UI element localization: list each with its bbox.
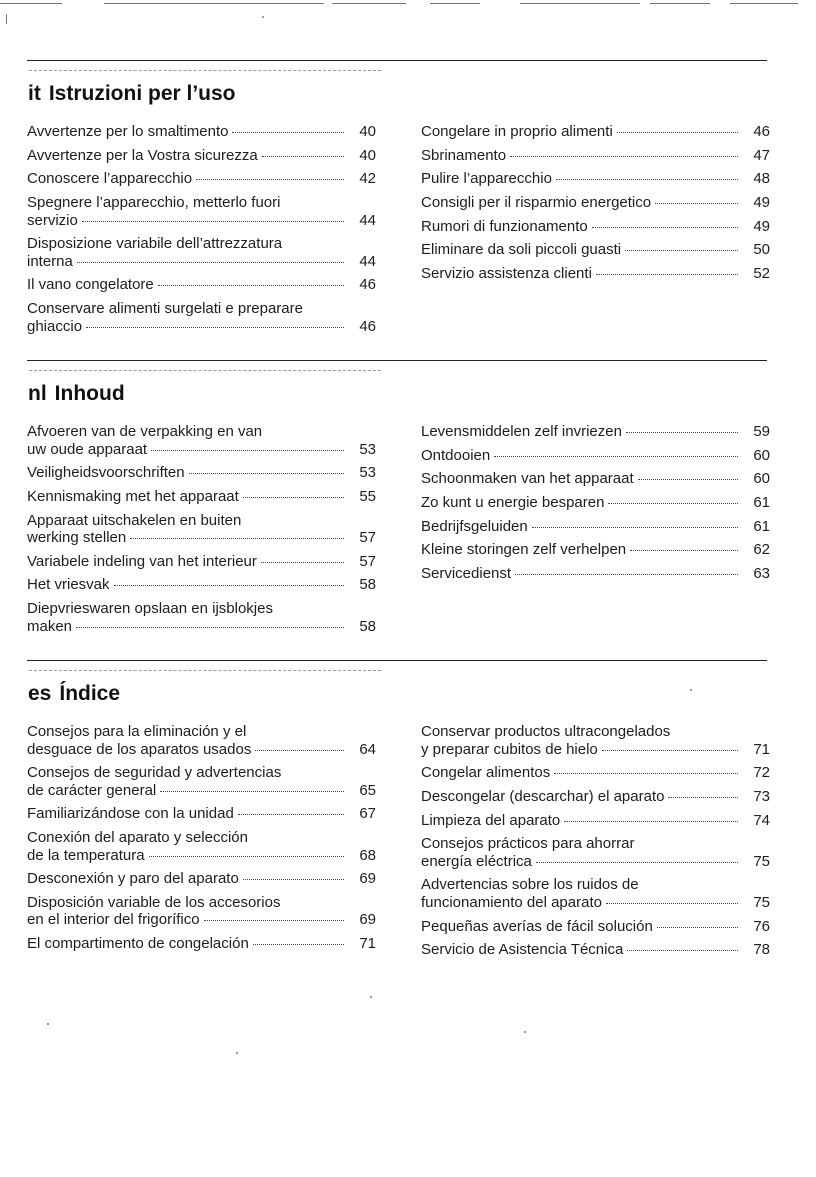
dot-leader xyxy=(204,920,344,921)
page-number: 67 xyxy=(359,805,376,823)
toc-entry xyxy=(27,147,376,165)
dot-leader xyxy=(556,179,738,180)
toc-entry-row xyxy=(421,812,770,830)
dot-leader xyxy=(253,944,344,945)
toc-entry-row xyxy=(27,618,376,636)
toc-entry-text: y preparar cubitos de hielo xyxy=(421,740,598,758)
toc-entry xyxy=(421,470,770,488)
page-number: 72 xyxy=(753,764,770,782)
dot-leader xyxy=(596,274,738,275)
toc-entry-text: servizio xyxy=(27,211,78,229)
scan-speck xyxy=(47,1023,49,1025)
toc-entry-text: Congelar alimentos xyxy=(421,764,551,782)
toc-entry-row xyxy=(27,553,376,571)
scan-edge-line xyxy=(730,3,798,4)
toc-entry xyxy=(27,553,376,571)
toc-entry-text: werking stellen xyxy=(27,529,127,547)
page-number: 49 xyxy=(753,217,770,235)
page-number: 63 xyxy=(753,565,770,583)
dot-leader xyxy=(617,132,738,133)
toc-entry xyxy=(421,123,770,141)
toc-entry-row xyxy=(27,741,376,759)
toc-entry-text: Levensmiddelen zelf invriezen xyxy=(421,423,622,440)
toc-entry-row xyxy=(27,935,376,953)
toc-entry-text: Zo kunt u energie besparen xyxy=(421,494,605,512)
toc-entry-row xyxy=(421,788,770,806)
toc-entry-text: Eliminare da soli piccoli guasti xyxy=(421,241,622,259)
page-number: 71 xyxy=(359,935,376,953)
toc-entry-text: Consejos para la eliminación y el xyxy=(27,723,247,740)
dot-leader xyxy=(196,179,344,180)
page-number: 73 xyxy=(753,787,770,805)
toc-entry xyxy=(27,829,376,864)
page-number: 75 xyxy=(753,852,770,870)
page-number: 71 xyxy=(753,740,770,758)
toc-entry-text: Ontdooien xyxy=(421,446,491,464)
toc-entry-row xyxy=(27,170,376,188)
toc-entry xyxy=(421,723,770,758)
toc-entry-row xyxy=(27,529,376,547)
toc-entry xyxy=(27,870,376,888)
toc-entry-row xyxy=(421,218,770,236)
section-title: Índice xyxy=(59,682,121,705)
toc-entry-row xyxy=(421,241,770,259)
toc-entry xyxy=(27,600,376,635)
dot-leader xyxy=(158,285,344,286)
toc-entry xyxy=(421,518,770,536)
toc-entry xyxy=(27,170,376,188)
section-title: Istruzioni per l’uso xyxy=(48,82,236,105)
dot-leader xyxy=(160,791,344,792)
scan-edge-line xyxy=(104,3,324,4)
dot-leader xyxy=(532,527,738,528)
page-number: 42 xyxy=(359,170,376,188)
toc-entry-text: de carácter general xyxy=(27,781,157,799)
toc-entry-row xyxy=(421,470,770,488)
page-number: 46 xyxy=(359,317,376,335)
toc-entry-row xyxy=(27,318,376,336)
scan-edge-line xyxy=(0,3,62,4)
dot-leader xyxy=(510,156,738,157)
page-number: 46 xyxy=(359,276,376,294)
dot-leader xyxy=(114,585,344,586)
toc-entry xyxy=(421,147,770,165)
toc-entry-text: funcionamiento del aparato xyxy=(421,893,602,911)
dot-leader xyxy=(149,856,344,857)
page-number: 44 xyxy=(359,211,376,229)
toc-entry-text: Pulire l’apparecchio xyxy=(421,170,552,188)
dot-leader xyxy=(592,227,738,228)
language-code: es xyxy=(28,682,52,705)
page-number: 61 xyxy=(753,517,770,535)
page-number: 69 xyxy=(359,870,376,888)
dot-leader xyxy=(130,538,344,539)
toc-entry-text: Schoonmaken van het apparaat xyxy=(421,470,634,488)
toc-entry xyxy=(421,812,770,830)
toc-entry-text: maken xyxy=(27,617,73,635)
page-number: 48 xyxy=(753,170,770,188)
scan-edge-line xyxy=(332,3,406,4)
toc-entry-row xyxy=(27,123,376,141)
toc-entry-row xyxy=(27,147,376,165)
toc-entry xyxy=(421,565,770,583)
toc-entry xyxy=(27,423,376,458)
toc-entry-row xyxy=(421,894,770,912)
toc-entry-text: Afvoeren van de verpakking en van xyxy=(27,423,263,440)
toc-entry-row xyxy=(421,764,770,782)
toc-entry-text: Descongelar (descarchar) el aparato xyxy=(421,787,665,805)
toc-entry-row xyxy=(421,853,770,871)
toc-column-right xyxy=(421,123,770,289)
toc-entry-row xyxy=(421,918,770,936)
dot-leader xyxy=(76,627,344,628)
toc-entry-text: ghiaccio xyxy=(27,317,83,335)
toc-entry xyxy=(421,876,770,911)
toc-entry-text: Kennismaking met het apparaat xyxy=(27,487,239,505)
toc-entry xyxy=(27,723,376,758)
toc-entry-text: Consejos de seguridad y advertencias xyxy=(27,764,282,782)
toc-entry-row xyxy=(421,941,770,959)
dot-leader xyxy=(255,750,344,751)
toc-entry-text: interna xyxy=(27,252,73,270)
dot-leader xyxy=(189,473,344,474)
dot-leader xyxy=(232,132,344,133)
toc-entry-row xyxy=(421,170,770,188)
toc-entry-row xyxy=(421,565,770,583)
dot-leader xyxy=(627,950,738,951)
scan-edge-line xyxy=(520,3,640,4)
toc-entry-row xyxy=(27,488,376,506)
dot-leader xyxy=(606,903,738,904)
toc-entry xyxy=(27,194,376,229)
page-number: 69 xyxy=(359,911,376,929)
page-number: 46 xyxy=(753,123,770,140)
page-number: 64 xyxy=(359,740,376,758)
toc-entry-text: Veiligheidsvoorschriften xyxy=(27,464,185,482)
section-title: Inhoud xyxy=(54,382,125,405)
toc-entry-row xyxy=(27,805,376,823)
toc-entry xyxy=(27,276,376,294)
toc-entry-text: Variabele indeling van het interieur xyxy=(27,552,257,570)
toc-entry-text: Consejos prácticos para ahorrar xyxy=(421,835,635,853)
toc-entry xyxy=(27,764,376,799)
toc-entry xyxy=(421,241,770,259)
toc-entry-text: Sbrinamento xyxy=(421,146,507,164)
section-rule xyxy=(27,660,767,661)
page-number: 60 xyxy=(753,470,770,488)
toc-entry xyxy=(27,894,376,929)
dot-leader xyxy=(668,797,738,798)
toc-entry-text: Congelare in proprio alimenti xyxy=(421,123,613,140)
page-number: 49 xyxy=(753,194,770,212)
page-number: 55 xyxy=(359,487,376,505)
toc-entry-row xyxy=(27,276,376,294)
toc-entry-text: Het vriesvak xyxy=(27,576,110,594)
toc-entry-text: Servizio assistenza clienti xyxy=(421,265,592,283)
toc-entry xyxy=(421,218,770,236)
toc-entry-text: Conexión del aparato y selección xyxy=(27,829,248,847)
page-number: 53 xyxy=(359,440,376,458)
dot-leader xyxy=(626,432,738,433)
toc-entry-row xyxy=(421,494,770,512)
toc-entry-row xyxy=(27,253,376,271)
toc-entry xyxy=(421,265,770,283)
toc-entry xyxy=(27,123,376,141)
scan-dash-line xyxy=(29,670,381,671)
section-heading xyxy=(28,382,125,406)
page-number: 65 xyxy=(359,781,376,799)
dot-leader xyxy=(77,262,344,263)
scan-edge-line xyxy=(650,3,710,4)
toc-entry-row xyxy=(27,911,376,929)
language-code: nl xyxy=(28,382,47,405)
dot-leader xyxy=(86,327,344,328)
toc-entry-text: Kleine storingen zelf verhelpen xyxy=(421,541,627,559)
dot-leader xyxy=(630,550,738,551)
toc-entry xyxy=(421,494,770,512)
toc-entry xyxy=(27,805,376,823)
dot-leader xyxy=(554,773,738,774)
page-number: 62 xyxy=(753,541,770,559)
toc-entry xyxy=(421,447,770,465)
toc-entry-text: Avvertenze per la Vostra sicurezza xyxy=(27,146,258,164)
scan-speck xyxy=(236,1052,238,1054)
section-rule xyxy=(27,60,767,61)
toc-section-es xyxy=(27,660,770,959)
scan-speck xyxy=(370,996,372,998)
dot-leader xyxy=(515,574,738,575)
page-number: 47 xyxy=(753,146,770,164)
toc-entry xyxy=(421,941,770,959)
page-number: 75 xyxy=(753,893,770,911)
toc-entry-text: Limpieza del aparato xyxy=(421,811,561,829)
scan-edge-line xyxy=(430,3,480,4)
toc-entry-row xyxy=(421,265,770,283)
scan-speck xyxy=(6,14,7,24)
page-number: 44 xyxy=(359,252,376,270)
scan-speck xyxy=(524,1031,526,1033)
toc-entry xyxy=(27,300,376,335)
toc-entry-text: desguace de los aparatos usados xyxy=(27,740,252,758)
scan-dash-line xyxy=(29,370,381,371)
toc-entry-row xyxy=(421,194,770,212)
toc-entry-text: uw oude apparaat xyxy=(27,440,148,458)
toc-entry-row xyxy=(421,123,770,141)
dot-leader xyxy=(602,750,738,751)
toc-entry-row xyxy=(27,464,376,482)
toc-entry-row xyxy=(27,782,376,800)
dot-leader xyxy=(238,814,344,815)
page-number: 40 xyxy=(359,123,376,140)
section-heading xyxy=(28,82,236,106)
dot-leader xyxy=(625,250,738,251)
dot-leader xyxy=(243,879,344,880)
toc-entry xyxy=(421,170,770,188)
toc-entry xyxy=(421,541,770,559)
toc-column-right xyxy=(421,723,770,965)
page-number: 68 xyxy=(359,846,376,864)
page-number: 52 xyxy=(753,265,770,283)
toc-entry-row xyxy=(27,212,376,230)
toc-entry-text: Familiarizándose con la unidad xyxy=(27,805,234,823)
toc-entry xyxy=(27,576,376,594)
dot-leader xyxy=(261,562,344,563)
toc-entry-text: Conservar productos ultracongelados xyxy=(421,723,671,740)
toc-entry-text: Consigli per il risparmio energetico xyxy=(421,194,652,212)
toc-entry-row xyxy=(27,847,376,865)
toc-entry-row xyxy=(421,147,770,165)
dot-leader xyxy=(243,497,344,498)
toc-entry-text: Advertencias sobre los ruidos de xyxy=(421,876,639,894)
toc-entry-text: Bedrijfsgeluiden xyxy=(421,517,528,535)
toc-entry-row xyxy=(27,870,376,888)
toc-entry xyxy=(421,788,770,806)
toc-entry xyxy=(27,935,376,953)
toc-entry-text: Conoscere l’apparecchio xyxy=(27,170,193,188)
toc-entry-text: Disposizione variabile dell’attrezzatura xyxy=(27,235,283,253)
toc-entry-text: Avvertenze per lo smaltimento xyxy=(27,123,229,140)
page-number: 74 xyxy=(753,811,770,829)
toc-entry xyxy=(421,918,770,936)
toc-section-it xyxy=(27,60,770,355)
page-number: 50 xyxy=(753,241,770,259)
toc-column-left xyxy=(27,423,376,641)
page-number: 58 xyxy=(359,617,376,635)
toc-entry-row xyxy=(421,541,770,559)
toc-entry xyxy=(421,423,770,441)
toc-entry-row xyxy=(27,576,376,594)
dot-leader xyxy=(494,456,738,457)
toc-entry-text: de la temperatura xyxy=(27,846,145,864)
page-number: 40 xyxy=(359,146,376,164)
scan-dash-line xyxy=(29,70,381,71)
toc-entry xyxy=(421,764,770,782)
dot-leader xyxy=(657,927,738,928)
dot-leader xyxy=(82,221,344,222)
toc-entry-text: Servicio de Asistencia Técnica xyxy=(421,941,624,959)
toc-column-left xyxy=(27,123,376,341)
toc-entry-text: Il vano congelatore xyxy=(27,276,154,294)
page-number: 60 xyxy=(753,446,770,464)
toc-entry-text: El compartimento de congelación xyxy=(27,935,249,953)
scan-speck xyxy=(262,16,264,18)
toc-entry-text: energía eléctrica xyxy=(421,852,532,870)
page-number: 61 xyxy=(753,494,770,512)
section-rule xyxy=(27,360,767,361)
toc-entry-row xyxy=(27,441,376,459)
toc-entry xyxy=(421,194,770,212)
toc-entry-text: Rumori di funzionamento xyxy=(421,217,588,235)
toc-entry xyxy=(27,235,376,270)
dot-leader xyxy=(655,203,738,204)
dot-leader xyxy=(151,450,344,451)
page-number: 78 xyxy=(753,941,770,959)
toc-entry-row xyxy=(421,423,770,441)
dot-leader xyxy=(536,862,738,863)
page-number: 57 xyxy=(359,552,376,570)
page-number: 58 xyxy=(359,576,376,594)
toc-entry xyxy=(27,464,376,482)
page-number: 57 xyxy=(359,529,376,547)
page-number: 53 xyxy=(359,464,376,482)
toc-entry xyxy=(27,488,376,506)
toc-entry-text: Apparaat uitschakelen en buiten xyxy=(27,511,242,529)
toc-entry-row xyxy=(421,741,770,759)
toc-column-left xyxy=(27,723,376,959)
dot-leader xyxy=(638,479,738,480)
toc-entry xyxy=(421,835,770,870)
toc-entry-text: Desconexión y paro del aparato xyxy=(27,870,239,888)
toc-entry-text: Spegnere l’apparecchio, metterlo fuori xyxy=(27,194,281,212)
toc-entry-text: Diepvrieswaren opslaan en ijsblokjes xyxy=(27,600,273,618)
toc-entry-row xyxy=(421,518,770,536)
toc-entry-text: Pequeñas averías de fácil solución xyxy=(421,917,653,935)
toc-entry-row xyxy=(421,447,770,465)
section-heading xyxy=(28,682,120,706)
dot-leader xyxy=(608,503,738,504)
toc-column-right xyxy=(421,423,770,589)
toc-section-nl xyxy=(27,360,770,655)
page-number: 59 xyxy=(753,423,770,440)
page-number: 76 xyxy=(753,917,770,935)
dot-leader xyxy=(262,156,344,157)
toc-entry-text: Disposición variable de los accesorios xyxy=(27,893,281,911)
language-code: it xyxy=(28,82,41,105)
toc-entry-text: Servicedienst xyxy=(421,565,512,583)
toc-entry xyxy=(27,512,376,547)
toc-entry-text: Conservare alimenti surgelati e preparare xyxy=(27,300,303,318)
dot-leader xyxy=(564,821,738,822)
toc-entry-text: en el interior del frigorífico xyxy=(27,911,200,929)
